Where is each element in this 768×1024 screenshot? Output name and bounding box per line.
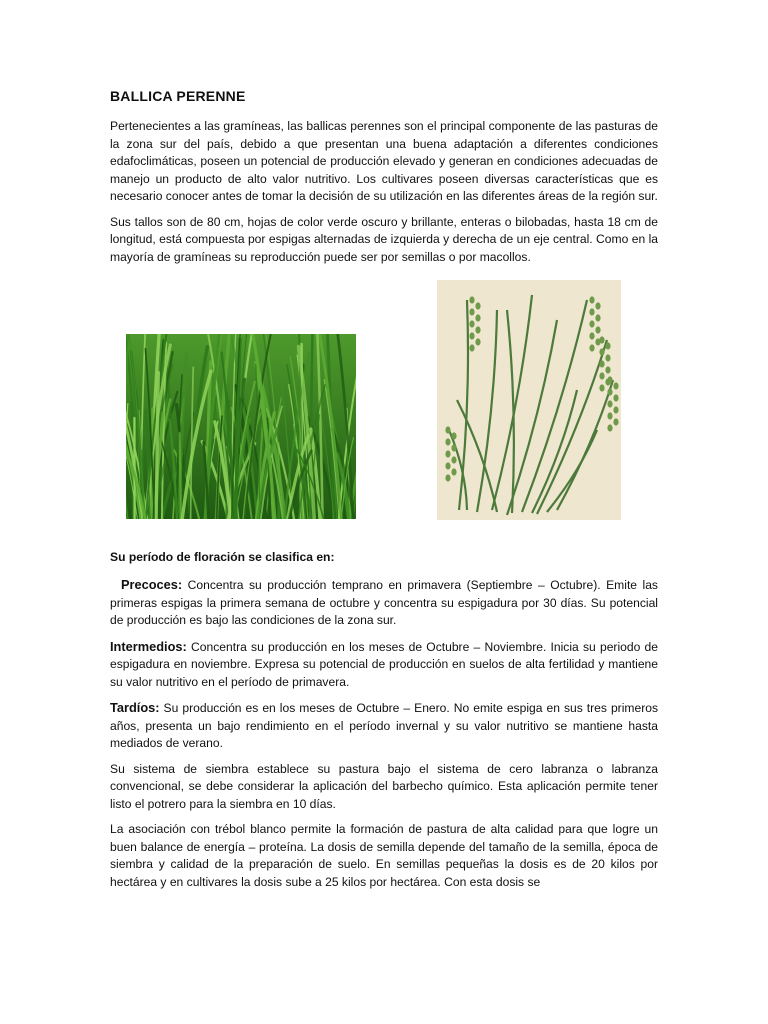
spikelet (613, 418, 618, 425)
spikelet (613, 394, 618, 401)
spikelet (607, 412, 612, 419)
spikelet (605, 342, 610, 349)
spikelet (445, 474, 450, 481)
spikelet (613, 382, 618, 389)
siembra-paragraph: Su sistema de siembra establece su pastura bajo el sistema de cero labranza o labranza convencional, se debe considerar la aplicación del barbecho químico. Esta aplicación permite tener listo el potrero para la siembra en 10 días. (110, 761, 658, 811)
flowering-heading: Su período de floración se clasifica en: (110, 550, 335, 564)
spikelet (469, 332, 474, 339)
spikelet (589, 308, 594, 315)
spikelet (607, 388, 612, 395)
spikelet (595, 326, 600, 333)
spikelet (589, 320, 594, 327)
spikelet (599, 384, 604, 391)
asociacion-paragraph: La asociación con trébol blanco permite la formación de pastura de alta calidad para que logre un buen balance de energía – proteína. La dosis de semilla depende del tamaño de la semilla, época de siembra y calidad de la preparación de suelo. En semillas pequeñas la dosis es de 20 kilos por hectárea y en cultivares la dosis sube a 25 kilos por hectárea. Con esta dosis se (110, 822, 658, 889)
figures-row (110, 280, 658, 536)
tardios-paragraph (110, 699, 658, 753)
botanical-illustration (437, 280, 621, 520)
spikelet (451, 468, 456, 475)
spikelet (599, 348, 604, 355)
spikelet (469, 296, 474, 303)
precoces-term: Precoces: (120, 577, 183, 592)
document-page (110, 88, 658, 899)
intermedios-text: Concentra su producción en los meses de Octubre – Noviembre. Inicia su periodo de espigadura en noviembre. Expresa su potencial de producción en suelos de alta fertilidad y mantiene su valor nutritivo en el período de primavera. (110, 639, 658, 689)
spikelet (469, 308, 474, 315)
spikelet (445, 426, 450, 433)
spikelet (613, 406, 618, 413)
spikelet (469, 344, 474, 351)
spikelet (451, 432, 456, 439)
intermedios-term: Intermedios: (110, 638, 187, 654)
botanical-illustration-image (437, 280, 621, 520)
precoces-text: Concentra su producción temprano en primavera (Septiembre – Octubre). Emite las primeras espigas la primera semana de octubre y concentra su espigadura por 30 días. Su potencial de producción es bajo las condiciones de la zona sur. (110, 578, 658, 627)
spikelet (595, 314, 600, 321)
spikelet (607, 400, 612, 407)
intro-paragraph: Pertenecientes a las gramíneas, las ballicas perennes son el principal componente de las pasturas de la zona sur del país, debido a que presentan una buena adaptación a diferentes condiciones edafoclimáticas, poseen un potencial de producción elevado y generan en condiciones adecuadas de manejo un producto de alto valor nutritivo. Los cultivares poseen diversas características que es necesario conocer antes de tomar la decisión de su utilización en las diferentes áreas de la región sur. (110, 119, 658, 203)
spikelet (595, 302, 600, 309)
spikelet (599, 360, 604, 367)
spikelet (605, 354, 610, 361)
grass-photo (126, 334, 356, 519)
spikelet (445, 438, 450, 445)
spikelet (475, 326, 480, 333)
spikelet (475, 314, 480, 321)
description-paragraph: Sus tallos son de 80 cm, hojas de color verde oscuro y brillante, enteras o bilobadas, hasta 18 cm de longitud, está compuesta por espigas alternadas de izquierda y derecha de un eje central. Como en la mayoría de gramíneas su reproducción puede ser por semillas o por macollos. (110, 214, 658, 264)
spikelet (445, 450, 450, 457)
intermedios-paragraph (110, 638, 658, 692)
tardios-text: Su producción es en los meses de Octubre – Enero. No emite espiga en sus tres primeros años, presenta un bajo rendimiento en el período invernal y su valor nutritivo se mantiene hasta mediados de verano. (110, 701, 658, 750)
grass-photo-image (126, 334, 356, 519)
spikelet (605, 366, 610, 373)
spikelet (599, 336, 604, 343)
document-title: BALLICA PERENNE (110, 88, 246, 104)
precoces-paragraph (110, 576, 658, 630)
spikelet (589, 296, 594, 303)
spikelet (451, 456, 456, 463)
spikelet (475, 338, 480, 345)
spikelet (607, 424, 612, 431)
spikelet (589, 344, 594, 351)
grass-blade (180, 433, 181, 519)
spikelet (607, 376, 612, 383)
spikelet (589, 332, 594, 339)
tardios-term: Tardíos: (110, 700, 160, 715)
spikelet (475, 302, 480, 309)
spikelet (451, 444, 456, 451)
spikelet (445, 462, 450, 469)
spikelet (599, 372, 604, 379)
spikelet (469, 320, 474, 327)
